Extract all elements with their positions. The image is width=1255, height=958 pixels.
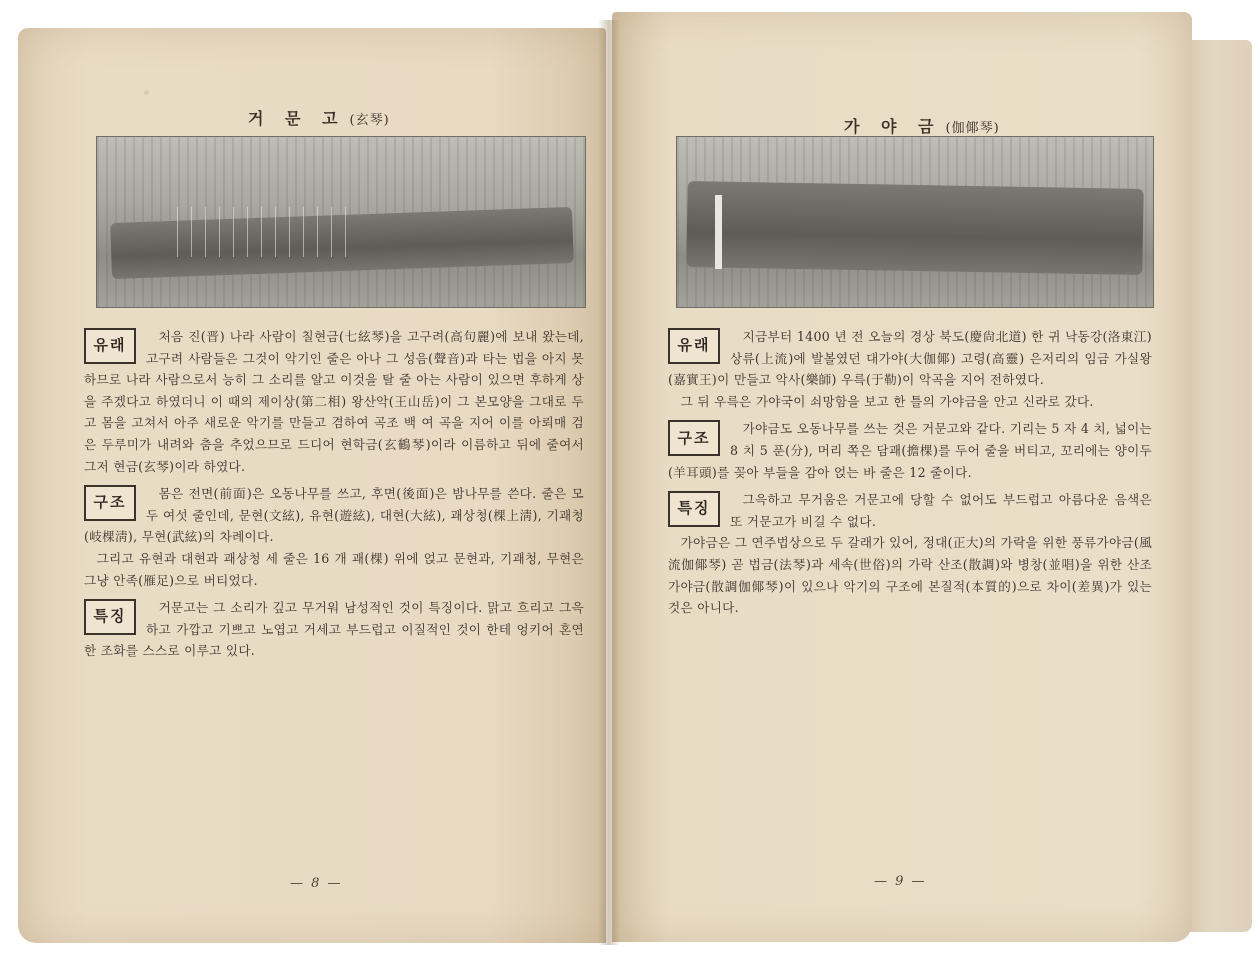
paper-spot <box>144 90 149 95</box>
right-page-number: — 9 — <box>874 874 927 889</box>
right-page-title <box>844 114 1000 137</box>
left-tag-feature: 특징 <box>84 599 136 635</box>
geomungo-photo <box>96 136 586 308</box>
right-section-origin <box>668 326 1152 412</box>
right-origin-text-2: 그 뒤 우륵은 가야국이 쇠망함을 보고 한 틀의 가야금을 안고 신라로 갔다. <box>680 393 1094 409</box>
instrument-strings-image <box>177 207 357 257</box>
right-origin-text: 지금부터 1400 년 전 오늘의 경상 북도(慶尙北道) 한 귀 낙동강(洛東江) 상류(上流)에 발볼였던 대가야(大伽倻) 고령(高靈) 은저리의 임금 가실왕(嘉實王)이 만들고 악사(樂師) 우륵(于勒)이 악곡을 지어 전하였다. <box>668 329 1152 388</box>
book-gutter <box>598 20 620 945</box>
left-title-korean: 거 문 고 <box>248 109 346 128</box>
left-tag-structure: 구조 <box>84 485 136 521</box>
right-body-text <box>668 322 1152 619</box>
left-section-feature <box>84 597 584 662</box>
left-title-hanja: (玄琴) <box>349 113 390 128</box>
right-tag-structure: 구조 <box>668 420 720 456</box>
left-body-text <box>84 322 584 662</box>
right-section-structure <box>668 418 1152 483</box>
right-tag-feature: 특징 <box>668 491 720 527</box>
left-structure-text: 몸은 전면(前面)은 오동나무를 쓰고, 후면(後面)은 밤나무를 쓴다. 줄은 모두 여섯 줄인데, 문현(文絃), 유현(遊絃), 대현(大絃), 괘상청(棵上淸), 기괘청(岐棵淸), 무현(武絃)의 차례이다. <box>84 486 584 545</box>
page-stack-edge <box>1186 40 1252 932</box>
right-title-hanja: (伽倻琴) <box>945 121 1000 136</box>
left-page-title <box>248 106 390 129</box>
right-feature-text: 그윽하고 무거움은 거문고에 당할 수 없어도 부드럽고 아름다운 음색은 또 거문고가 비길 수 없다. <box>730 492 1152 529</box>
bridge-mark-image <box>715 195 722 269</box>
left-page <box>18 28 606 943</box>
left-section-origin <box>84 326 584 477</box>
right-tag-origin: 유래 <box>668 328 720 364</box>
right-section-feature <box>668 489 1152 619</box>
right-feature-text-2: 가야금은 그 연주법상으로 두 갈래가 있어, 정대(正大)의 가락을 위한 풍류가야금(風流伽倻琴) 곧 법금(法琴)과 세속(世俗)의 가락 산조(散調)와 병창(並唱)을 위한 산조가야금(散調伽倻琴)이 있으나 악기의 구조에 본질적(本質的)으로 차이(差異)가 있는 것은 아니다. <box>668 535 1152 616</box>
left-origin-text: 처음 진(晋) 나라 사람이 칠현금(七絃琴)을 고구려(高句麗)에 보내 왔는데, 고구려 사람들은 그것이 악기인 줄은 아나 그 성음(聲音)과 타는 법을 아지 못하므로 나라 사람으로서 능히 그 소리를 알고 이것을 탈 줄 아는 사람이 있으면 후하게 상을 주겠다고 하였더니 이 때의 제이상(第二相) 왕산악(王山岳)이 그 본모양을 그대로 두고 몸을 고쳐서 아주 새로운 악기를 만들고 겸하여 곡조 백 여 곡을 지어 이를 아뢰매 검은 두루미가 내려와 춤을 추었으므로 드디어 현학금(玄鶴琴)이라 이름하고 뒤에 줄여서 그저 현금(玄琴)이라 하였다. <box>84 329 584 474</box>
left-section-structure <box>84 483 584 591</box>
left-tag-origin: 유래 <box>84 328 136 364</box>
left-structure-text-2: 그리고 유현과 대현과 괘상청 세 줄은 16 개 괘(棵) 위에 얹고 문현과, 기괘청, 무현은 그냥 안족(雁足)으로 버티었다. <box>84 550 584 588</box>
left-page-number: — 8 — <box>290 876 343 891</box>
right-structure-text: 가야금도 오동나무를 쓰는 것은 거문고와 같다. 기리는 5 자 4 치, 넓이는 8 치 5 푼(分), 머리 쪽은 담괘(擔棵)를 두어 줄을 버티고, 꼬리에는 양이두(羊耳頭)를 꽂아 부들을 감아 얹는 바 줄은 12 줄이다. <box>668 421 1152 480</box>
right-title-korean: 가 야 금 <box>844 117 942 136</box>
gayageum-photo <box>676 136 1154 308</box>
left-feature-text: 거문고는 그 소리가 깊고 무거워 남성적인 것이 특징이다. 맑고 흐리고 그윽하고 가깝고 기쁘고 노엽고 거세고 부드럽고 이질적인 것이 한테 엉키어 혼연한 조화를 스스로 이루고 있다. <box>84 600 584 659</box>
gayageum-instrument-image <box>686 181 1143 275</box>
right-page <box>612 12 1192 942</box>
